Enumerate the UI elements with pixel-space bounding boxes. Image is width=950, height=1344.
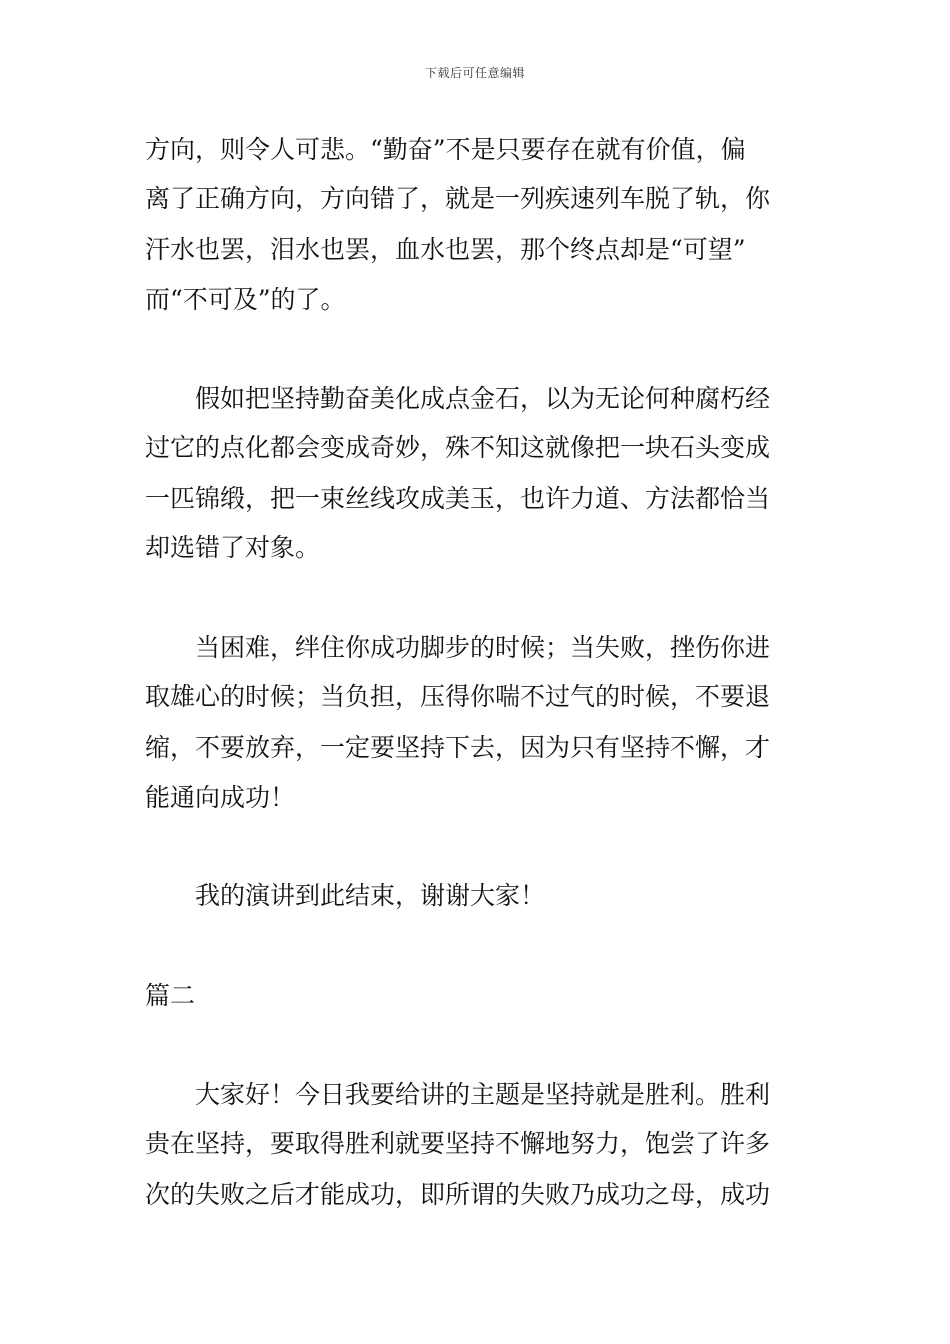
paragraph-3-line-4: 能通向成功！ [145,783,296,812]
paragraph-2-line-1: 假如把坚持勤奋美化成点金石，以为无论何种腐朽经 [195,384,771,413]
paragraph-3-line-1: 当困难，绊住你成功脚步的时候；当失败，挫伤你进 [195,633,771,662]
paragraph-5-line-2: 贵在坚持，要取得胜利就要坚持不懈地努力，饱尝了许多 [145,1129,771,1158]
paragraph-1-line-4: 而“不可及”的了。 [145,285,346,314]
paragraph-1-line-2: 离了正确方向，方向错了，就是一列疾速列车脱了轨，你 [145,184,771,213]
paragraph-5-line-3: 次的失败之后才能成功，即所谓的失败乃成功之母，成功 [145,1180,771,1209]
paragraph-5-line-1: 大家好！今日我要给讲的主题是坚持就是胜利。胜利 [195,1080,771,1109]
paragraph-1-line-1: 方向，则令人可悲。“勤奋”不是只要存在就有价值，偏 [145,135,746,164]
paragraph-2-line-4: 却选错了对象。 [145,533,321,562]
paragraph-3-line-2: 取雄心的时候；当负担，压得你喘不过气的时候，不要退 [145,682,771,711]
paragraph-3-line-3: 缩，不要放弃，一定要坚持下去，因为只有坚持不懈，才 [145,733,771,762]
paragraph-2-line-3: 一匹锦缎，把一束丝线攻成美玉，也许力道、方法都恰当 [145,484,771,513]
paragraph-1-line-3: 汗水也罢，泪水也罢，血水也罢，那个终点却是“可望” [145,235,746,264]
page-header: 下载后可任意编辑 [424,66,525,80]
paragraph-2-line-2: 过它的点化都会变成奇妙，殊不知这就像把一块石头变成 [145,433,771,462]
section-heading: 篇二 [145,981,196,1010]
closing-line: 我的演讲到此结束，谢谢大家！ [195,881,546,910]
